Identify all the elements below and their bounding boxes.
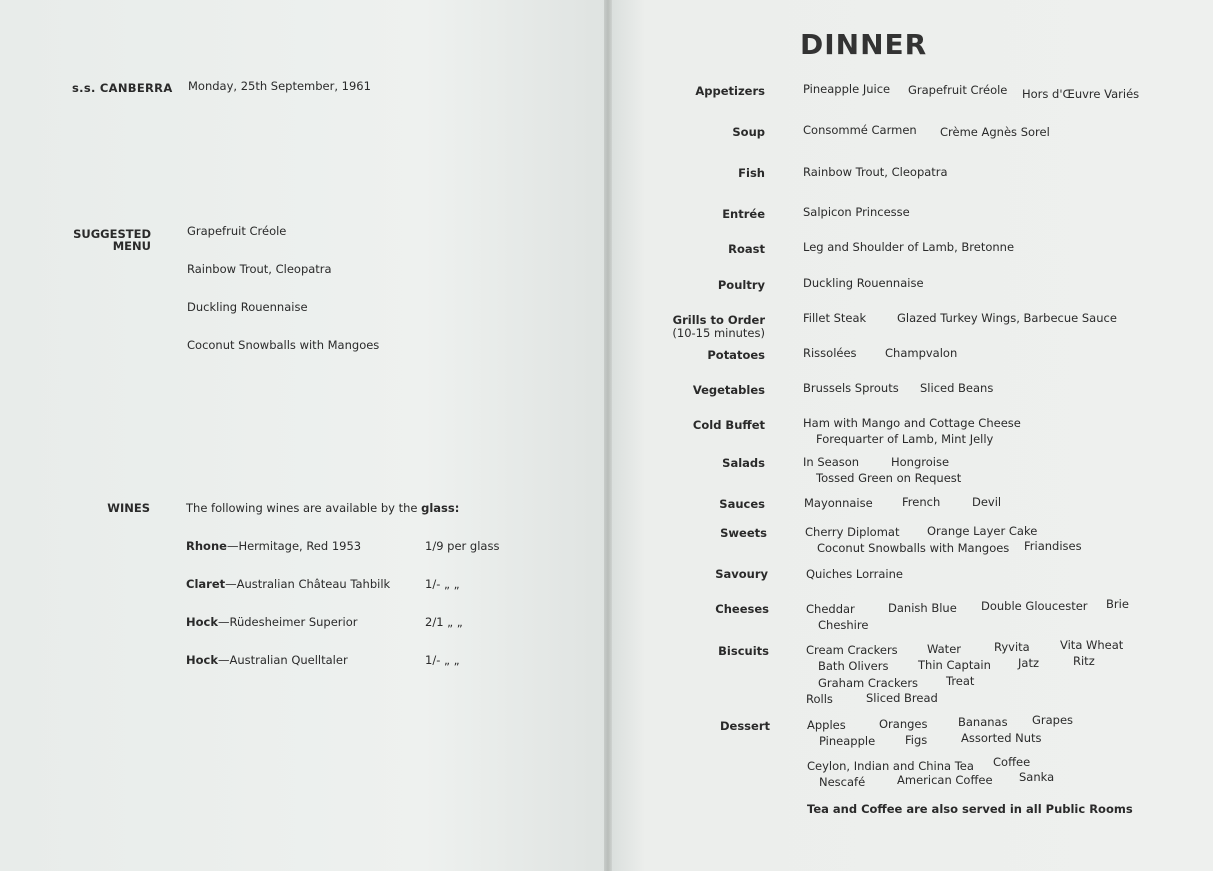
menu-item: Crème Agnès Sorel xyxy=(940,125,1050,139)
menu-item: Danish Blue xyxy=(888,601,957,615)
wine-price: 1/- „ „ xyxy=(425,577,460,591)
section-label-cheeses: Cheeses xyxy=(715,602,769,616)
menu-item: Apples xyxy=(807,718,846,732)
menu-item: Devil xyxy=(972,495,1002,509)
wines-label: WINES xyxy=(107,501,150,515)
footer-note: Tea and Coffee are also served in all Public Rooms xyxy=(807,802,1133,816)
wine-price: 1/- „ „ xyxy=(425,653,460,667)
menu-item: Coffee xyxy=(993,755,1031,769)
menu-item: Cherry Diplomat xyxy=(805,525,900,539)
section-label-roast: Roast xyxy=(728,242,765,256)
left-page xyxy=(0,0,606,871)
menu-item: Ryvita xyxy=(994,640,1030,654)
menu-item: Sliced Bread xyxy=(866,691,938,705)
section-label-sweets: Sweets xyxy=(720,526,767,540)
page-fold xyxy=(604,0,612,871)
menu-item: Hors d'Œuvre Variés xyxy=(1022,87,1140,101)
menu-item: Mayonnaise xyxy=(804,496,873,510)
menu-item: Thin Captain xyxy=(918,658,991,672)
menu-item: French xyxy=(902,495,941,509)
menu-item: Leg and Shoulder of Lamb, Bretonne xyxy=(803,240,1015,254)
wine-row: Claret—Australian Château Tahbilk xyxy=(186,577,391,591)
menu-item: Oranges xyxy=(879,717,928,731)
menu-item: Assorted Nuts xyxy=(961,731,1042,745)
menu-item: Grapefruit Créole xyxy=(908,83,1008,97)
section-label-soup: Soup xyxy=(732,125,765,139)
suggested-item: Rainbow Trout, Cleopatra xyxy=(187,262,332,276)
suggested-item: Grapefruit Créole xyxy=(187,224,287,238)
menu-item: Fillet Steak xyxy=(803,311,867,325)
wine-row: Hock—Rüdesheimer Superior xyxy=(186,615,358,629)
menu-item: Jatz xyxy=(1018,656,1039,670)
section-label-appetizers: Appetizers xyxy=(695,84,765,98)
wine-price: 2/1 „ „ xyxy=(425,615,463,629)
menu-item: Bath Olivers xyxy=(818,659,889,673)
suggested-label-2: MENU xyxy=(112,239,151,253)
menu-item: Salpicon Princesse xyxy=(803,205,910,219)
section-label-cold-buffet: Cold Buffet xyxy=(692,418,765,432)
menu-item: Quiches Lorraine xyxy=(806,567,903,581)
page-title: DINNER xyxy=(800,28,928,61)
menu-item: Forequarter of Lamb, Mint Jelly xyxy=(816,432,994,446)
menu-item: Coconut Snowballs with Mangoes xyxy=(817,541,1010,555)
menu-item: American Coffee xyxy=(897,773,993,787)
menu-item: Figs xyxy=(905,733,928,747)
section-label-savoury: Savoury xyxy=(715,567,768,581)
wine-row: Hock—Australian Quelltaler xyxy=(186,653,348,667)
menu-item: Grapes xyxy=(1032,713,1074,727)
menu-item: Glazed Turkey Wings, Barbecue Sauce xyxy=(897,311,1117,325)
wine-price: 1/9 per glass xyxy=(425,539,500,553)
section-label-dessert: Dessert xyxy=(719,719,770,733)
menu-item: Water xyxy=(927,642,961,656)
menu-item: Sanka xyxy=(1019,770,1055,784)
menu-item: Orange Layer Cake xyxy=(927,524,1038,538)
menu-item: Friandises xyxy=(1024,539,1082,553)
menu-item: Cheddar xyxy=(806,602,855,616)
menu-item: In Season xyxy=(803,455,860,469)
section-label-biscuits: Biscuits xyxy=(718,644,769,658)
menu-item: Tossed Green on Request xyxy=(816,471,962,485)
menu-item: Nescafé xyxy=(819,775,866,789)
menu-item: Vita Wheat xyxy=(1060,638,1124,652)
menu-item: Rissolées xyxy=(803,346,857,360)
section-label-grills: Grills to Order xyxy=(672,313,765,327)
menu-item: Rainbow Trout, Cleopatra xyxy=(803,165,948,179)
section-label-entree: Entrée xyxy=(722,207,765,221)
menu-item: Pineapple Juice xyxy=(803,82,891,96)
menu-item: Brussels Sprouts xyxy=(803,381,899,395)
menu-date: Monday, 25th September, 1961 xyxy=(188,79,371,93)
menu-item: Consommé Carmen xyxy=(803,123,917,137)
menu-item: Hongroise xyxy=(891,455,950,469)
section-label-vegetables: Vegetables xyxy=(692,383,765,397)
menu-item: Ham with Mango and Cottage Cheese xyxy=(803,416,1021,430)
wine-row: Rhone—Hermitage, Red 1953 xyxy=(186,539,362,553)
suggested-item: Duckling Rouennaise xyxy=(187,300,308,314)
grills-note: (10-15 minutes) xyxy=(672,326,765,340)
ship-name: s.s. CANBERRA xyxy=(72,81,173,95)
menu-item: Cream Crackers xyxy=(806,643,898,657)
suggested-item: Coconut Snowballs with Mangoes xyxy=(187,338,380,352)
section-label-fish: Fish xyxy=(738,166,765,180)
menu-item: Ritz xyxy=(1073,654,1095,668)
menu-item: Champvalon xyxy=(885,346,958,360)
menu-item: Cheshire xyxy=(818,618,869,632)
menu-item: Rolls xyxy=(806,692,833,706)
menu-item: Sliced Beans xyxy=(920,381,994,395)
section-label-sauces: Sauces xyxy=(719,497,765,511)
wines-intro: The following wines are available by the glass: xyxy=(186,501,460,515)
menu-item: Bananas xyxy=(958,715,1008,729)
suggested-label: SUGGESTED xyxy=(73,227,151,241)
menu-item: Graham Crackers xyxy=(818,676,919,690)
menu-item: Treat xyxy=(946,674,975,688)
section-label-potatoes: Potatoes xyxy=(707,348,765,362)
menu-item: Pineapple xyxy=(819,734,876,748)
menu-item: Ceylon, Indian and China Tea xyxy=(807,759,974,773)
section-label-poultry: Poultry xyxy=(717,278,765,292)
section-label-salads: Salads xyxy=(722,456,765,470)
menu-item: Brie xyxy=(1106,597,1129,611)
menu-item: Duckling Rouennaise xyxy=(803,276,924,290)
menu-item: Double Gloucester xyxy=(981,599,1088,613)
